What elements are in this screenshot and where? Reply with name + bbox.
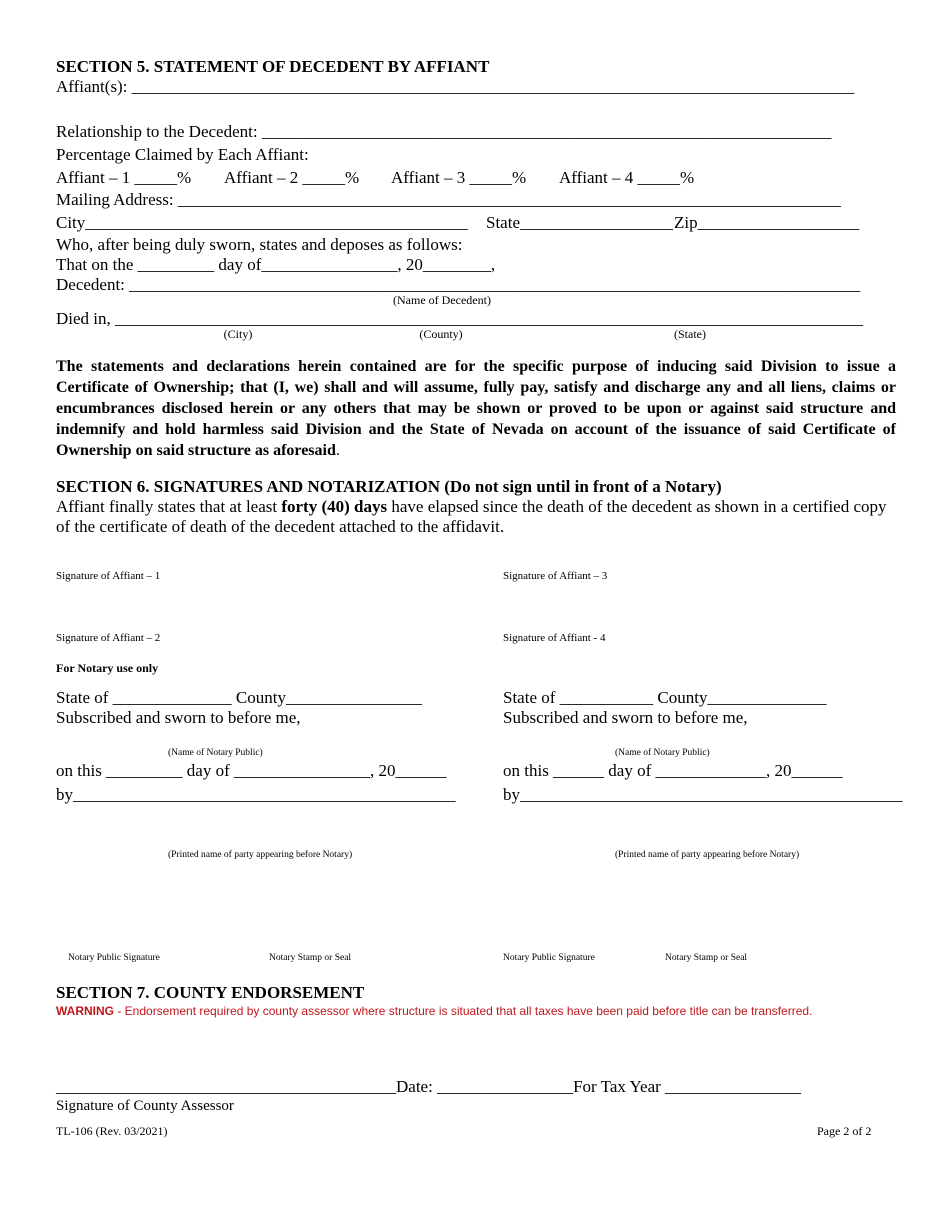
signature-affiant-4[interactable]: Signature of Affiant - 4 [503,632,606,644]
warning-label: WARNING [56,1004,114,1018]
county-assessor-signature-line[interactable]: ________________________________________Date: ________________For Tax Year ________________ [56,1077,802,1096]
county-assessor-caption: Signature of County Assessor [56,1098,234,1114]
affiant-3-percent-field[interactable]: Affiant – 3 _____% [391,168,527,187]
statement-period: . [335,442,340,459]
right-notary-name-caption: (Name of Notary Public) [615,748,710,758]
affiant-4-percent-field[interactable]: Affiant – 4 _____% [559,168,695,187]
form-id: TL-106 (Rev. 03/2021) [56,1124,168,1138]
page-number: Page 2 of 2 [817,1124,872,1138]
right-notary-stamp: Notary Stamp or Seal [665,953,748,963]
statement-main: The statements and declarations herein contained are for the specific purpose of inducing said Division to issue a Certificate of Ownership; that (I, we) shall and will assume, fully pay, satisfy and discharge any and all liens, claims or encumbrances disclosed herein or any others that may be shown or proved to be upon or against said structure and indemnify and hold harmless said Division and the State of Nevada on account of the issuance of said Certificate of Ownership on said structure as aforesaid [56,358,896,459]
signature-affiant-3[interactable]: Signature of Affiant – 3 [503,570,608,582]
warning-line [56,1005,812,1017]
state-field[interactable]: State__________________ [486,213,673,232]
left-by-field[interactable]: by_____________________________________________ [56,785,456,804]
affiants-field[interactable]: Affiant(s): _____________________________________________________________________________________ [56,77,855,96]
city-field[interactable]: City_____________________________________________ [56,213,468,232]
warning-text: - Endorsement required by county assessor where structure is situated that all taxes have been paid before title can be transferred. [114,1004,813,1018]
died-in-field[interactable]: Died in, ________________________________________________________________________________________ [56,309,864,328]
left-state-county-field[interactable]: State of ______________ County________________ [56,688,422,707]
left-notary-name-caption: (Name of Notary Public) [168,748,263,758]
left-on-this-date-field[interactable]: on this _________ day of ________________, 20______ [56,761,447,780]
left-notary-stamp: Notary Stamp or Seal [269,953,352,963]
that-on-date-field[interactable]: That on the _________ day of________________, 20________, [56,255,496,274]
section5-heading: SECTION 5. STATEMENT OF DECEDENT BY AFFIANT [56,57,490,76]
city-caption: (City) [223,327,253,341]
left-notary-signature[interactable]: Notary Public Signature [68,953,160,963]
county-caption: (County) [419,327,463,341]
relationship-field[interactable]: Relationship to the Decedent: ___________________________________________________________________ [56,122,832,141]
left-subscribed-text: Subscribed and sworn to before me, [56,708,301,727]
section6-paragraph [56,497,896,537]
section7-heading: SECTION 7. COUNTY ENDORSEMENT [56,983,365,1002]
zip-field[interactable]: Zip___________________ [674,213,860,232]
right-printed-name-caption: (Printed name of party appearing before Notary) [615,850,800,860]
statement-paragraph [56,356,896,461]
section6-text-after: have elapsed since the death of the decedent as shown in a certified copy of the certificate of death of the decedent attached to the affidavit. [56,497,887,536]
right-on-this-date-field[interactable]: on this ______ day of _____________, 20______ [503,761,843,780]
percentage-label: Percentage Claimed by Each Affiant: [56,145,309,164]
notary-use-label: For Notary use only [56,661,159,675]
decedent-field[interactable]: Decedent: ______________________________________________________________________________________ [56,275,861,294]
right-by-field[interactable]: by_____________________________________________ [503,785,903,804]
left-printed-name-caption: (Printed name of party appearing before Notary) [168,850,353,860]
section6-text-before: Affiant finally states that at least [56,497,282,516]
right-subscribed-text: Subscribed and sworn to before me, [503,708,748,727]
affiant-1-percent-field[interactable]: Affiant – 1 _____% [56,168,192,187]
right-state-county-field[interactable]: State of ___________ County______________ [503,688,827,707]
section6-heading: SECTION 6. SIGNATURES AND NOTARIZATION (Do not sign until in front of a Notary) [56,477,722,496]
signature-affiant-2[interactable]: Signature of Affiant – 2 [56,632,161,644]
mailing-address-field[interactable]: Mailing Address: ______________________________________________________________________________ [56,190,841,209]
affiant-2-percent-field[interactable]: Affiant – 2 _____% [224,168,360,187]
signature-affiant-1[interactable]: Signature of Affiant – 1 [56,570,161,582]
decedent-name-caption: (Name of Decedent) [393,293,491,307]
right-notary-signature[interactable]: Notary Public Signature [503,953,595,963]
sworn-statement: Who, after being duly sworn, states and deposes as follows: [56,235,463,254]
section6-text-bold: forty (40) days [281,497,388,516]
state-caption: (State) [674,327,706,341]
